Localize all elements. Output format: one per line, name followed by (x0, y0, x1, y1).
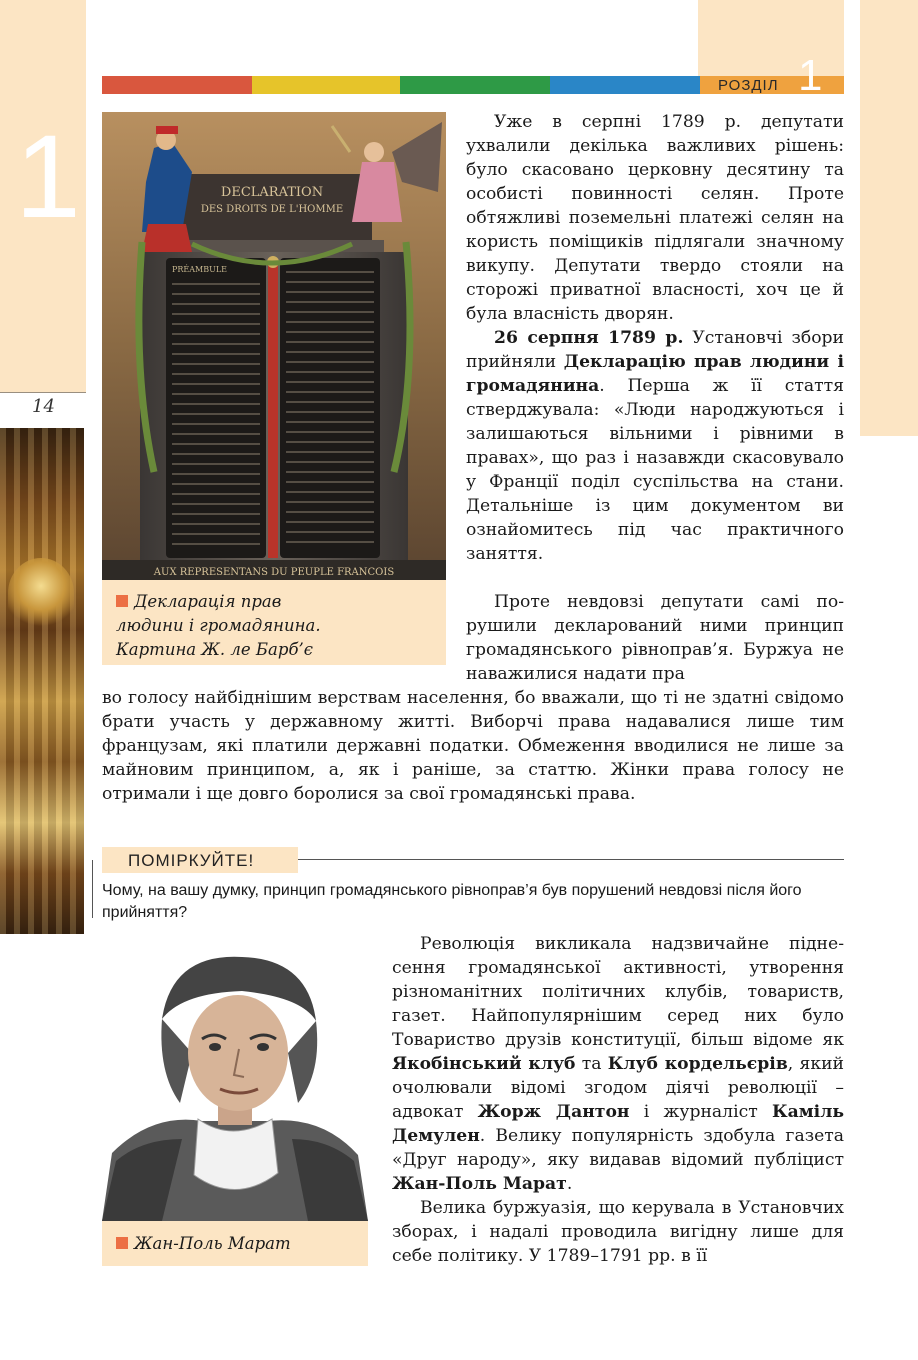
color-bar-green (400, 76, 550, 94)
painting-title-2: DES DROITS DE L'HOMME (200, 204, 344, 215)
color-bar-yellow (252, 76, 400, 94)
right-margin-tab (860, 0, 918, 436)
figure-declaration (102, 112, 446, 665)
chapter-number: 1 (15, 111, 81, 243)
margin-decorative-photo (0, 428, 84, 934)
margin-divider (0, 392, 86, 393)
paragraph: Уже в серпні 1789 р. депутати ухвалили декілька важливих рішень: було скасовано церковну десятину та особисті повинності селян. Проте обтяжливі поземельні платежі селян на користь поміщиків підлягали значному викупу. Депутати твердо стояли на сторожі приватної власності, хоч це й була власність дворян. (466, 112, 844, 324)
painting-title-1: DECLARATION (220, 185, 324, 200)
section-number: 1 (798, 51, 823, 100)
figure-caption: Декларація прав людини і громадянина. Картина Ж. ле Барб’є (116, 592, 321, 659)
paragraph: Велика буржуазія, що керувала в Установчих зборах, і надалі проводила вигідну лише для себе політику. У 1789–1791 рр. в її (392, 1198, 844, 1266)
paragraph: 26 серпня 1789 р. Установчі збори прийняли Декларацію прав людини і громадянина. Перша ж її стаття стверджувала: «Люди народжуються і залишаються вільними і рівними в правах», що раз і назавжди скасовувало у Франції поділ суспільства на стани. Детальніше із цим документом ви ознайомитесь під час практичного заняття. (466, 328, 844, 564)
caption-marker-icon (116, 1237, 128, 1249)
page-number: 14 (32, 396, 55, 417)
think-bracket (92, 860, 93, 918)
think-divider (298, 859, 844, 860)
text-column-marat (392, 932, 844, 1268)
section-label: РОЗДІЛ (718, 77, 779, 94)
marat-portrait (102, 943, 368, 1221)
think-label: ПОМІРКУЙТЕ! (128, 851, 255, 870)
declaration-painting (102, 112, 446, 580)
figure-caption: Жан-Поль Марат (116, 1234, 291, 1254)
paragraph: Проте невдовзі депутати самі порушили декларований ними принцип громадянського рівноправ’я. Буржуа не наважилися надати пра (466, 592, 844, 684)
caption-marker-icon (116, 595, 128, 607)
color-bar-blue (550, 76, 700, 94)
color-bar-red (102, 76, 252, 94)
painting-bottom-inscription: AUX REPRESENTANS DU PEUPLE FRANCOIS (153, 567, 395, 578)
paragraph: во голосу найбіднішим верствам населення, бо вважали, що ті не здатні свідомо брати участь у державному житті. Виборчі права надавалися лише тим французам, які платили державні податки. Обмеження вводилися не лише за майновим принципом, а, як і раніше, за статтю. Жінки права голосу не отримали і ще довго боролися за свої громадянські права. (102, 688, 844, 804)
text-column-right (466, 110, 844, 566)
painting-preamble: PRÉAMBULE (172, 265, 227, 274)
paragraph: Революція викликала надзвичайне піднесення громадянської активності, утворення різноманітних політичних клубів, товариств, газет. Найпопулярнішим серед них було Товариство друзів конституції, більш відоме як Якобінський клуб та Клуб кордельєрів, який очолювали відомі згодом діячі революції – адвокат Жорж Дантон і журналіст Каміль Демулен. Велику популярність здобула газета «Друг народу», яку видавав відомий публіцист Жан-Поль Марат. (392, 934, 844, 1194)
figure-marat (102, 943, 368, 1266)
think-question: Чому, на вашу думку, принцип громадянського рівноправ’я був порушений невдовзі після його прийняття? (102, 882, 802, 921)
